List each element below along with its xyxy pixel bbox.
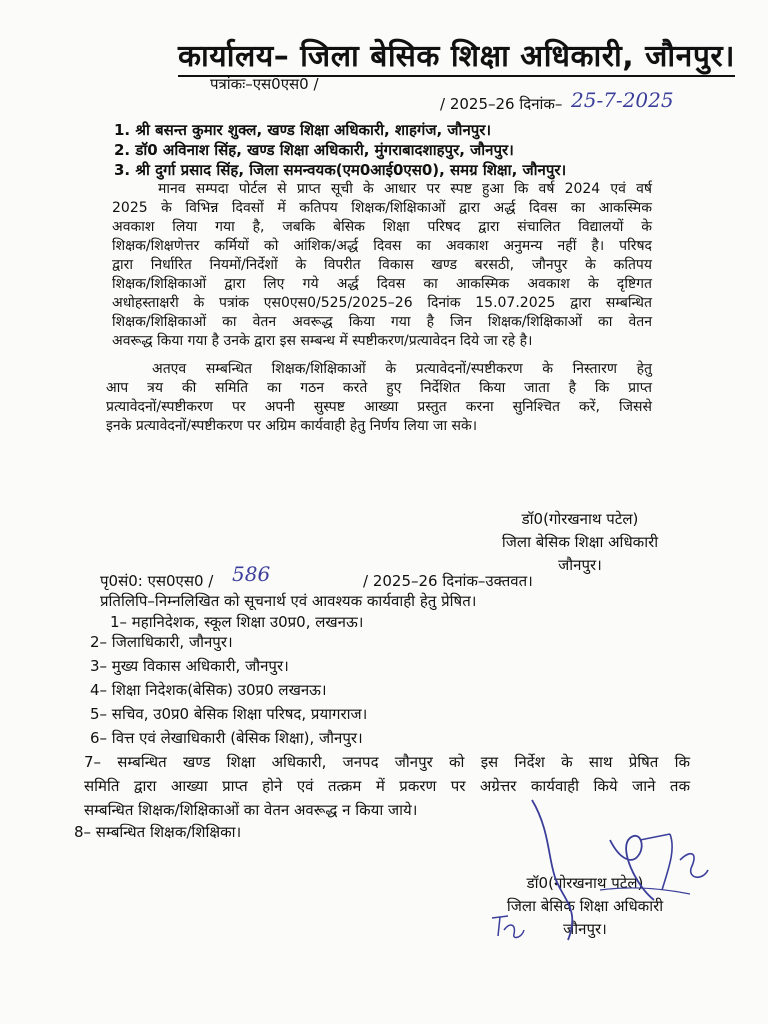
copy-item: 6– वित्त एवं लेखाधिकारी (बेसिक शिक्षा), जौनपुर। xyxy=(90,729,363,747)
copy-item: 1– महानिदेशक, स्कूल शिक्षा उ0प्र0, लखनऊ। xyxy=(110,613,364,631)
copy-item: 5– सचिव, उ0प्र0 बेसिक शिक्षा परिषद, प्रयागराज। xyxy=(90,705,368,723)
paragraph-line: आप त्रय की समिति का गठन करते हुए निर्देशित किया जाता है कि प्राप्त xyxy=(106,380,652,396)
paragraph-line: द्वारा निर्धारित नियमों/निर्देशों के विपरीत विकास खण्ड बरसठी, जौनपुर के कतिपय xyxy=(112,257,652,273)
initials-mark xyxy=(488,912,528,942)
letter-reference: पत्रांकः–एस0एस0 / xyxy=(210,75,319,93)
copy-item: 4– शिक्षा निदेशक(बेसिक) उ0प्र0 लखनऊ। xyxy=(90,681,327,699)
paragraph-line: शिक्षक/शिक्षिकाओं द्वारा लिए गये अर्द्ध दिवस का आकस्मिक अवकाश के दृष्टिगत xyxy=(112,276,652,292)
copy-item: 3– मुख्य विकास अधिकारी, जौनपुर। xyxy=(90,657,289,675)
paragraph-line: अवरूद्ध किया गया है उनके द्वारा इस सम्बन्ध में स्पष्टीकरण/प्रत्यावेदन दिये जा रहे है। xyxy=(112,333,533,349)
addressee-2: 2. डॉ0 अविनाश सिंह, खण्ड शिक्षा अधिकारी, मुंगराबादशाहपुर, जौनपुर। xyxy=(114,141,514,159)
copy-intro: प्रतिलिपि–निम्नलिखित को सूचनार्थ एवं आवश्यक कार्यवाही हेतु प्रेषित। xyxy=(100,592,477,610)
paragraph-line: प्रत्यावेदनों/स्पष्टीकरण पर अपनी सुस्पष्ट आख्या प्रस्तुत करना सुनिश्चित करें, जिससे xyxy=(106,399,652,415)
signatory-name: डॉ0(गोरखनाथ पटेल) xyxy=(521,510,639,528)
handwritten-date: 25-7-2025 xyxy=(571,88,674,112)
paragraph-line: समिति द्वारा आख्या प्राप्त होने एवं तत्क्रम में प्रकरण पर अग्रेत्तर कार्यवाही किये जाने तक xyxy=(84,777,690,795)
handwritten-dispatch-number: 586 xyxy=(232,562,271,586)
handwritten-signature xyxy=(520,790,720,960)
signatory-designation: जिला बेसिक शिक्षा अधिकारी xyxy=(506,897,664,915)
paragraph-line: शिक्षक/शिक्षणेत्तर कर्मियों को आंशिक/अर्द्ध दिवस का अवकाश अनुमन्य नहीं है। परिषद xyxy=(112,238,652,254)
paragraph-line: सम्बन्धित शिक्षक/शिक्षिकाओं का वेतन अवरूद्ध न किया जाये। xyxy=(84,801,418,819)
body-paragraph-2 xyxy=(106,360,652,436)
paragraph-line: अधोहस्ताक्षरी के पत्रांक एस0एस0/525/2025–26 दिनांक 15.07.2025 द्वारा सम्बन्धित xyxy=(112,295,652,311)
signatory-designation: जिला बेसिक शिक्षा अधिकारी xyxy=(501,533,659,551)
copy-item: 2– जिलाधिकारी, जौनपुर। xyxy=(90,633,233,651)
signature-block-1 xyxy=(470,508,690,577)
signatory-place: जौनपुर। xyxy=(563,920,607,938)
addressee-1: 1. श्री बसन्त कुमार शुक्ल, खण्ड शिक्षा अधिकारी, शाहगंज, जौनपुर। xyxy=(114,121,492,139)
paragraph-line: अवकाश लिया गया है, जबकि बेसिक शिक्षा परिषद द्वारा संचालित विद्यालयों के xyxy=(112,219,652,235)
reference-year-date: / 2025–26 दिनांक– xyxy=(440,95,563,113)
paragraph-line: मानव सम्पदा पोर्टल से प्राप्त सूची के आधार पर स्पष्ट हुआ कि वर्ष 2024 एवं वर्ष xyxy=(158,181,652,197)
body-paragraph-1 xyxy=(112,180,652,351)
paragraph-line: शिक्षक/शिक्षिकाओं का वेतन अवरूद्ध किया गया है जिन शिक्षक/शिक्षिकाओं का वेतन xyxy=(112,314,652,330)
signatory-name: डॉ0(गोरखनाथ पटेल) xyxy=(526,874,644,892)
paragraph-line: 7– सम्बन्धित खण्ड शिक्षा अधिकारी, जनपद जौनपुर को इस निर्देश के साथ प्रेषित कि xyxy=(84,753,690,771)
signatory-place: जौनपुर। xyxy=(558,556,602,574)
copy-reference: पृ0सं0: एस0एस0 / xyxy=(100,572,214,590)
paragraph-line: इनके प्रत्यावेदनों/स्पष्टीकरण पर अग्रिम कार्यवाही हेतु निर्णय लिया जा सके। xyxy=(106,418,478,434)
copy-item-8: 8– सम्बन्धित शिक्षक/शिक्षिका। xyxy=(74,823,242,841)
office-title: कार्यालय– जिला बेसिक शिक्षा अधिकारी, जौनपुर। xyxy=(178,34,735,77)
addressee-3: 3. श्री दुर्गा प्रसाद सिंह, जिला समन्वयक(एम0आई0एस0), समग्र शिक्षा, जौनपुर। xyxy=(114,161,567,179)
paragraph-line: अतएव सम्बन्धित शिक्षक/शिक्षिकाओं के प्रत्यावेदनों/स्पष्टीकरण के निस्तारण हेतु xyxy=(152,361,652,377)
copy-reference-date: / 2025–26 दिनांक–उक्तवत। xyxy=(363,572,533,590)
paragraph-line: 2025 के विभिन्न दिवसों में कतिपय शिक्षक/शिक्षिकाओं द्वारा अर्द्ध दिवस का आकस्मिक xyxy=(112,200,652,216)
